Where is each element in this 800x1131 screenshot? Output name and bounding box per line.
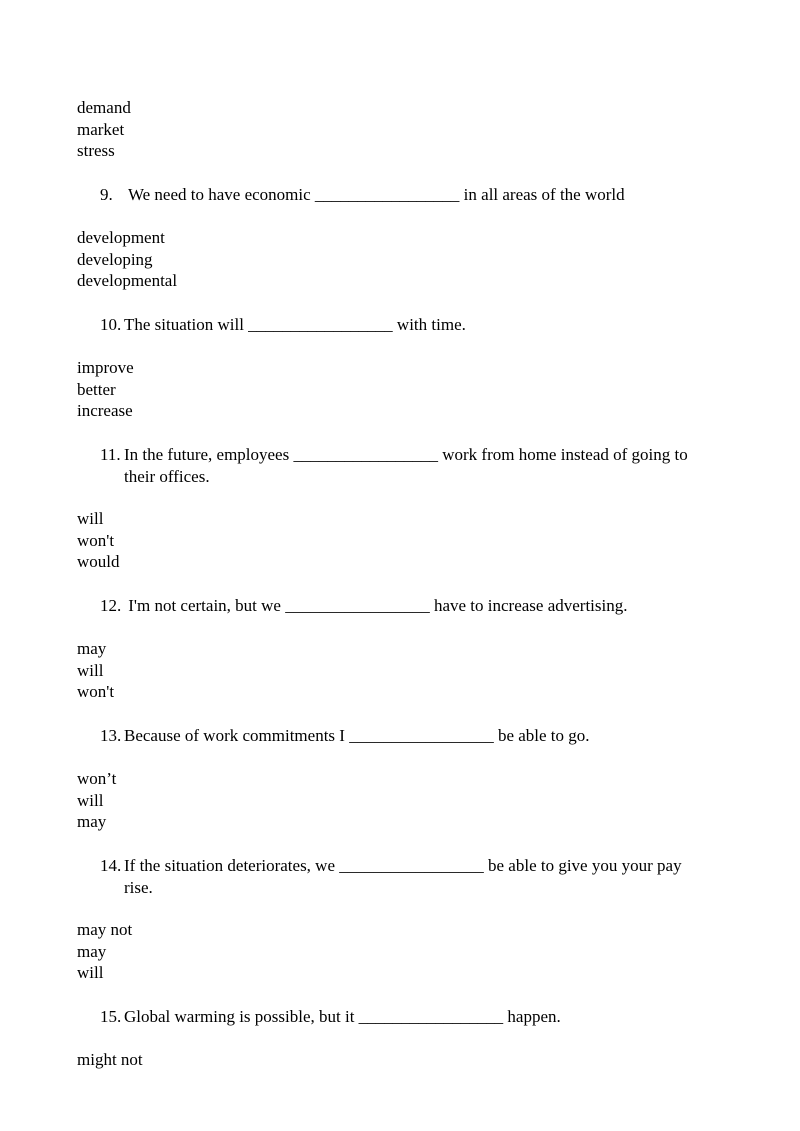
- question-9: [100, 184, 760, 206]
- question-text-continued: rise.: [124, 877, 153, 897]
- options-list: [77, 1049, 143, 1071]
- option: developmental: [77, 271, 178, 291]
- question-text: We need to have economic _________________ in all areas of the world: [127, 185, 625, 204]
- option: won't: [77, 530, 115, 550]
- option: won’t: [77, 769, 117, 788]
- option: stress: [77, 141, 115, 161]
- options-list: [77, 357, 134, 422]
- options-list: [77, 768, 116, 833]
- option: development: [77, 228, 165, 247]
- option: will: [77, 509, 104, 528]
- option: will: [77, 963, 104, 983]
- question-12: [100, 595, 760, 617]
- question-15: [100, 1006, 760, 1028]
- question-number: 11.: [100, 445, 121, 464]
- option: market: [77, 119, 125, 139]
- options-list: [77, 227, 177, 292]
- option: better: [77, 379, 116, 399]
- question-text-continued: their offices.: [124, 466, 210, 486]
- question-number: 9.: [100, 185, 113, 204]
- question-number: 12.: [100, 596, 122, 615]
- question-11: [100, 444, 760, 487]
- question-text: If the situation deteriorates, we _________________ be able to give you your pay: [124, 856, 682, 875]
- options-list: [77, 97, 131, 162]
- question-text: I'm not certain, but we _________________ have to increase advertising.: [128, 596, 628, 615]
- option: may: [77, 941, 107, 961]
- option: won't: [77, 682, 115, 702]
- question-number: 10.: [100, 315, 122, 334]
- option: demand: [77, 98, 131, 117]
- question-number: 15.: [100, 1007, 122, 1026]
- option: might not: [77, 1050, 143, 1069]
- question-text: Global warming is possible, but it _________________ happen.: [124, 1007, 561, 1026]
- option: will: [77, 790, 104, 810]
- options-list: [77, 919, 132, 984]
- question-text: In the future, employees _________________ work from home instead of going to: [124, 445, 688, 464]
- option: improve: [77, 358, 134, 377]
- question-text: The situation will _________________ with time.: [124, 315, 466, 334]
- options-list: [77, 638, 114, 703]
- option: developing: [77, 249, 153, 269]
- question-number: 13.: [100, 726, 122, 745]
- question-number: 14.: [100, 856, 122, 875]
- option: may not: [77, 920, 133, 939]
- option: would: [77, 552, 120, 572]
- question-10: [100, 314, 760, 336]
- options-list: [77, 508, 120, 573]
- question-13: [100, 725, 760, 747]
- question-text: Because of work commitments I _________________ be able to go.: [124, 726, 590, 745]
- option: will: [77, 660, 104, 680]
- option: increase: [77, 401, 133, 421]
- question-14: [100, 855, 760, 898]
- option: may: [77, 812, 107, 832]
- option: may: [77, 639, 107, 658]
